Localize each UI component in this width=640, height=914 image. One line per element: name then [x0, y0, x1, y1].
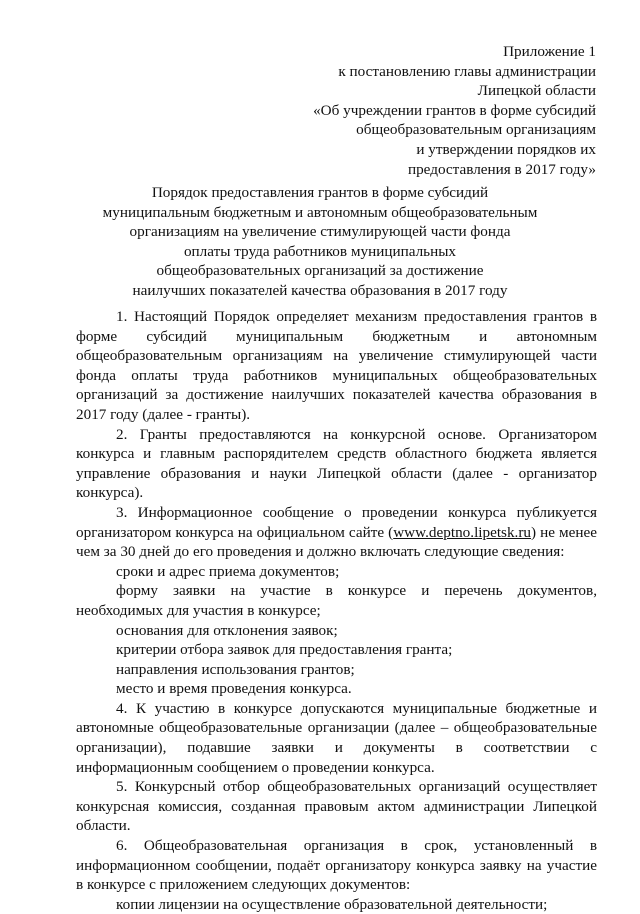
- paragraph-5: 5. Конкурсный отбор общеобразовательных организаций осуществляет конкурсная комиссия, созданная правовым актом администрации Липецкой области.: [76, 778, 597, 835]
- appendix-line: общеобразовательным организациям: [356, 121, 596, 139]
- appendix-line: Приложение 1: [503, 43, 596, 60]
- paragraph-6: 6. Общеобразовательная организация в срок, установленный в информационном сообщении, подаёт организатору конкурса заявку на участие в конкурсе с приложением следующих документов:: [76, 837, 597, 894]
- title-line: наилучших показателей качества образования в 2017 году: [132, 281, 508, 299]
- list-item: направления использования грантов;: [116, 660, 355, 678]
- title-line: Порядок предоставления грантов в форме субсидий: [151, 184, 489, 201]
- title-line: муниципальным бюджетным и автономным общеобразовательным: [102, 203, 538, 221]
- appendix-line: предоставления в 2017 году»: [407, 160, 596, 178]
- appendix-line: «Об учреждении грантов в форме субсидий: [313, 101, 596, 119]
- appendix-line: к постановлению главы администрации: [338, 62, 596, 80]
- list-item: сроки и адрес приема документов;: [116, 562, 340, 580]
- website-link[interactable]: www.deptno.lipetsk.ru: [393, 523, 532, 541]
- paragraph-3-text-start: 3. Информационное сообщение о проведении конкурса публикуется организатором конкурса на официальном сайте (: [76, 503, 597, 541]
- paragraph-3: [76, 503, 597, 562]
- paragraph-4: 4. К участию в конкурсе допускаются муниципальные бюджетные и автономные общеобразовательные организации (далее – общеобразовательные организации), подавшие заявки и документы в соответствии с информационным сообщением о проведении конкурса.: [76, 699, 597, 776]
- appendix-line: Липецкой области: [477, 82, 596, 100]
- list-item: основания для отклонения заявок;: [116, 621, 338, 639]
- appendix-line: и утверждении порядков их: [416, 140, 596, 158]
- paragraph-1: 1. Настоящий Порядок определяет механизм предоставления грантов в форме субсидий муниципальным бюджетным и автономным общеобразовательным организациям на увеличение стимулирующей части фонда оплаты труда работников муниципальных общеобразовательных организаций за достижение наилучших показателей качества образования в 2017 году (далее - гранты).: [76, 308, 597, 423]
- document-body: [76, 307, 597, 914]
- list-item: критерии отбора заявок для предоставления гранта;: [116, 641, 453, 659]
- list-item: место и время проведения конкурса.: [116, 680, 352, 698]
- appendix-header: [300, 42, 596, 179]
- paragraph-3-text-end: ) не менее чем за 30 дней до его проведения и должно включать следующие сведения:: [76, 523, 597, 561]
- document-title: [60, 183, 580, 301]
- title-line: общеобразовательных организаций за достижение: [156, 262, 484, 280]
- title-line: организациям на увеличение стимулирующей части фонда: [129, 223, 511, 241]
- list-item: форму заявки на участие в конкурсе и перечень документов, необходимых для участия в конкурсе;: [76, 582, 597, 619]
- paragraph-2: 2. Гранты предоставляются на конкурсной основе. Организатором конкурса и главным распорядителем средств областного бюджета является управление образования и науки Липецкой области (далее - организатор конкурса).: [76, 425, 597, 502]
- title-line: оплаты труда работников муниципальных: [183, 242, 457, 260]
- list-item: копии лицензии на осуществление образовательной деятельности;: [116, 895, 548, 913]
